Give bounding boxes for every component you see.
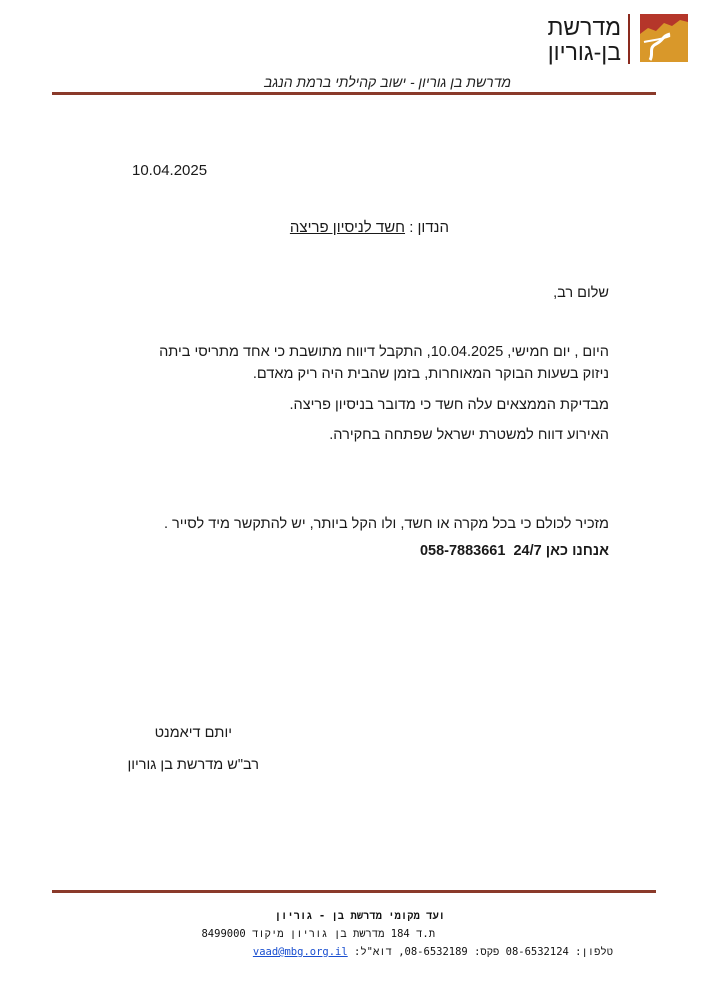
paragraph-1-line-2: ניזוק בשעות הבוקר המאוחרות, בזמן שהבית היה ריק מאדם. <box>252 366 609 382</box>
signer-name: יותם דיאמנט <box>154 725 232 741</box>
school-logo-icon <box>640 14 688 62</box>
header-divider <box>52 92 656 95</box>
footer-contact <box>253 946 613 959</box>
signer-role: רב"ש מדרשת בן גוריון <box>127 757 259 773</box>
logo-divider <box>628 14 630 64</box>
letter-date: 10.04.2025 <box>132 162 208 179</box>
subject-text: חשד לניסיון פריצה <box>289 219 406 236</box>
logo-text-line-1: מדרשת <box>547 14 621 40</box>
hotline <box>420 543 609 559</box>
subject-line <box>290 219 449 236</box>
greeting: שלום רב, <box>553 285 609 301</box>
paragraph-3: האירוע דווח למשטרת ישראל שפתחה בחקירה. <box>329 427 609 443</box>
footer-phone-fax: טלפון: 08-6532124 פקס: 08-6532189, דוא"ל: <box>354 946 613 958</box>
hotline-phone: 058-7883661 <box>419 543 506 559</box>
hotline-text: אנחנו כאן 24/7 <box>513 543 609 559</box>
reminder-text: מזכיר לכולם כי בכל מקרה או חשד, ולו הקל ביותר, יש להתקשר מיד לסייר . <box>163 516 609 532</box>
logo-text-line-2: בן-גוריון <box>547 39 621 65</box>
footer-address: ת.ד 184 מדרשת בן גוריון מיקוד 8499000 <box>201 928 435 940</box>
footer-email-link[interactable]: vaad@mbg.org.il <box>252 946 348 958</box>
footer-divider <box>52 890 656 893</box>
subject-prefix: הנדון : <box>409 219 449 236</box>
paragraph-2: מבדיקת הממצאים עלה חשד כי מדובר בניסיון פריצה. <box>289 397 609 413</box>
footer-org-name: ועד מקומי מדרשת בן - גוריון <box>274 910 445 922</box>
header-tagline: מדרשת בן גוריון - ישוב קהילתי ברמת הנגב <box>263 74 511 90</box>
paragraph-1-line-1: היום , יום חמישי, 10.04.2025, התקבל דיווח מתושבת כי אחד מתריסי ביתה <box>159 344 609 360</box>
